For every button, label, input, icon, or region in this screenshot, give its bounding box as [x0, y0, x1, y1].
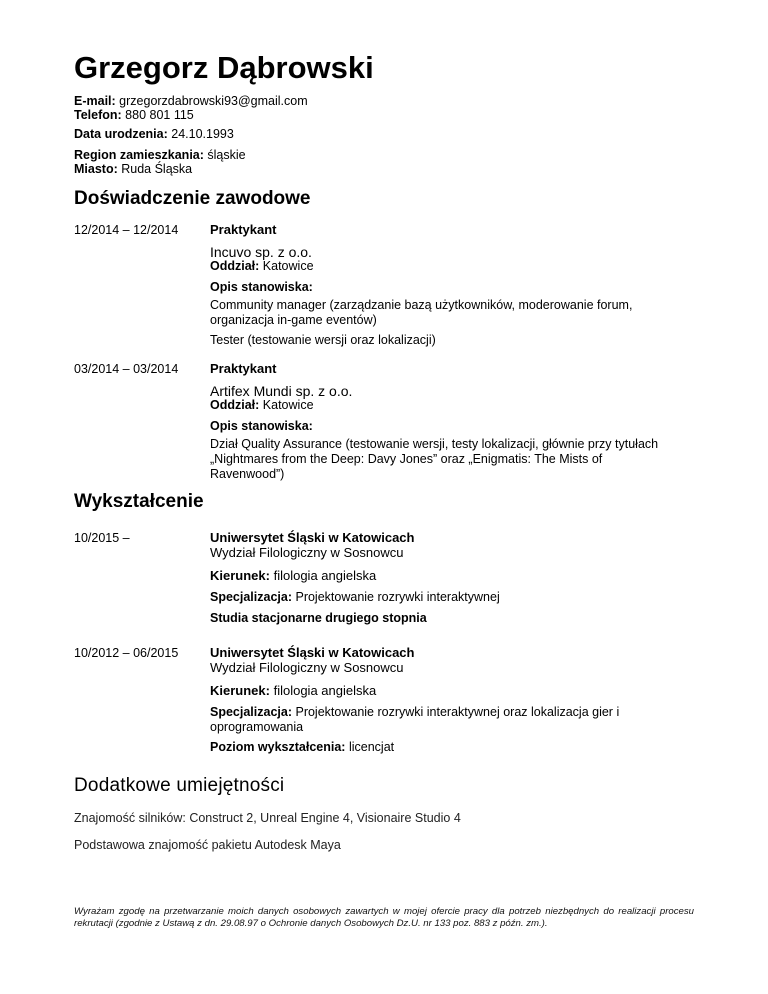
education-2-spec [210, 705, 670, 735]
skills-heading: Dodatkowe umiejętności [74, 775, 285, 796]
branch-value: Katowice [262, 398, 314, 412]
major-value: filologia angielska [273, 683, 377, 698]
city-value: Ruda Śląska [121, 162, 193, 176]
major-label: Kierunek: [210, 568, 270, 583]
education-1-school: Uniwersytet Śląski w Katowicach [210, 530, 415, 545]
spec-value: Projektowanie rozrywki interaktywnej oraz lokalizacja gier i oprogramowania [210, 705, 620, 734]
spec-label: Specjalizacja: [210, 590, 292, 604]
experience-1-branch [210, 259, 670, 274]
region-value: śląskie [207, 148, 246, 162]
experience-2-desc-label: Opis stanowiska: [210, 419, 313, 433]
spec-label: Specjalizacja: [210, 705, 292, 719]
email-label: E-mail: [74, 94, 116, 108]
phone-value: 880 801 115 [125, 108, 194, 122]
experience-1-desc1: Community manager (zarządzanie bazą użytkowników, moderowanie forum, organizacja in-game eventów) [210, 298, 633, 327]
skill-item: Znajomość silników: Construct 2, Unreal Engine 4, Visionaire Studio 4 [74, 811, 461, 825]
education-2-faculty: Wydział Filologiczny w Sosnowcu [210, 660, 404, 675]
experience-1-company: Incuvo sp. z o.o. [210, 244, 312, 260]
experience-heading: Doświadczenie zawodowe [74, 188, 311, 209]
education-heading: Wykształcenie [74, 491, 204, 512]
education-1-mode: Studia stacjonarne drugiego stopnia [210, 611, 427, 625]
phone-line [74, 108, 194, 123]
branch-label: Oddział: [210, 259, 260, 273]
level-value: licencjat [348, 740, 395, 754]
education-2-major [210, 683, 670, 699]
experience-2-position: Praktykant [210, 361, 277, 376]
education-2-school: Uniwersytet Śląski w Katowicach [210, 645, 415, 660]
experience-2-branch [210, 398, 670, 413]
experience-1-position: Praktykant [210, 222, 277, 237]
education-1-spec [210, 590, 670, 605]
education-2-dates: 10/2012 – 06/2015 [74, 646, 179, 660]
experience-2-dates: 03/2014 – 03/2014 [74, 362, 179, 376]
major-value: filologia angielska [273, 568, 377, 583]
email-line [74, 94, 308, 109]
branch-label: Oddział: [210, 398, 260, 412]
birth-label: Data urodzenia: [74, 127, 168, 141]
region-line [74, 148, 246, 163]
region-label: Region zamieszkania: [74, 148, 204, 162]
spec-value: Projektowanie rozrywki interaktywnej [295, 590, 500, 604]
education-1-major [210, 568, 670, 584]
page-title: Grzegorz Dąbrowski [74, 50, 374, 85]
experience-2-desc1: Dział Quality Assurance (testowanie wersji, testy lokalizacji, głównie przy tytułach „Nightmares from the Deep: Davy Jones” oraz „Enigmatis: The Mists of Ravenwood”) [210, 437, 659, 481]
education-2-level [210, 740, 670, 755]
experience-1-dates: 12/2014 – 12/2014 [74, 223, 179, 237]
birth-line [74, 127, 234, 142]
experience-2-company: Artifex Mundi sp. z o.o. [210, 383, 353, 399]
level-label: Poziom wykształcenia: [210, 740, 346, 754]
consent-clause: Wyrażam zgodę na przetwarzanie moich danych osobowych zawartych w mojej ofercie pracy dla potrzeb niezbędnych do realizacji procesu rekrutacji (zgodnie z Ustawą z dn. 29.08.97 o Ochronie danych Osobowych Dz.U. nr 133 poz. 883 z późn. zm.). [74, 906, 694, 929]
email-value: grzegorzdabrowski93@gmail.com [119, 94, 308, 108]
education-1-faculty: Wydział Filologiczny w Sosnowcu [210, 545, 404, 560]
branch-value: Katowice [262, 259, 314, 273]
phone-label: Telefon: [74, 108, 122, 122]
experience-1-desc2: Tester (testowanie wersji oraz lokalizacji) [210, 333, 436, 347]
city-line [74, 162, 192, 177]
experience-1-desc-label: Opis stanowiska: [210, 280, 313, 294]
education-1-dates: 10/2015 – [74, 531, 130, 545]
city-label: Miasto: [74, 162, 118, 176]
skill-item: Podstawowa znajomość pakietu Autodesk Maya [74, 838, 341, 852]
major-label: Kierunek: [210, 683, 270, 698]
birth-value: 24.10.1993 [171, 127, 234, 141]
